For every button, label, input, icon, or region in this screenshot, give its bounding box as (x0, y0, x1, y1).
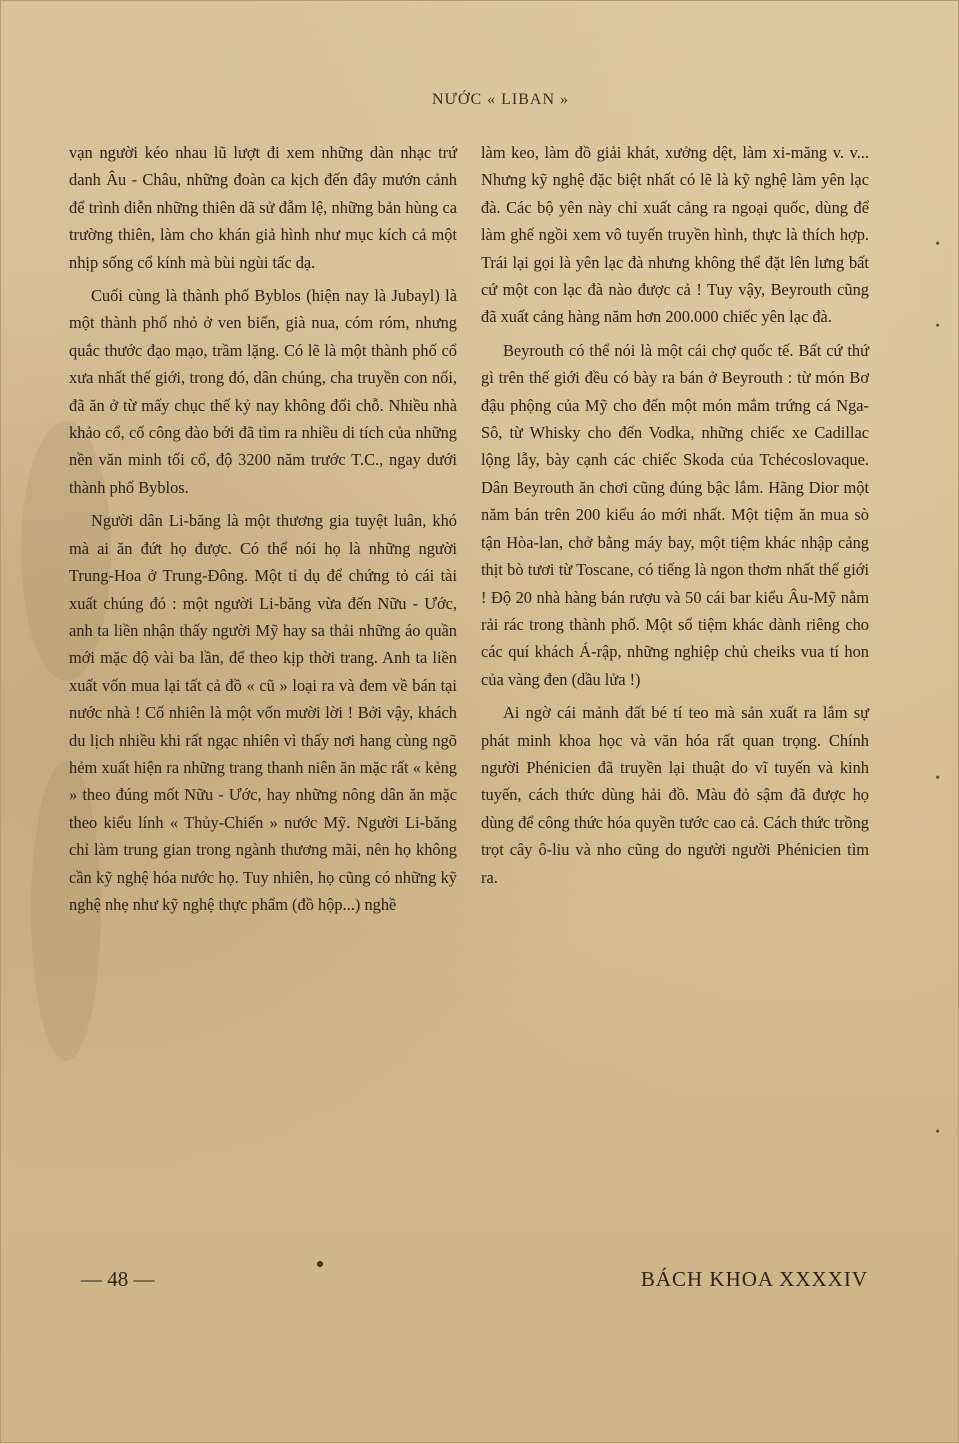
paragraph: Ai ngờ cái mảnh đất bé tí teo mà sản xuất ra lắm sự phát minh khoa học và văn hóa rất quan trọng. Chính người Phénicien đã truyền lại thuật do vĩ tuyến và kinh tuyến, cách thức dùng hải đồ. Màu đỏ sậm đã được họ dùng để công thức hóa quyền tước cao cả. Cách thức trồng trọt cây ô-liu và nho cũng do người người Phénicien tìm ra. (481, 703, 869, 887)
binding-mark-icon: • (935, 319, 940, 334)
paragraph: Người dân Li-băng là một thương gia tuyệt luân, khó mà ai ăn đứt họ được. Có thể nói họ là những người Trung-Hoa ở Trung-Đông. Một tỉ dụ để chứng tỏ cái tài xuất chúng đó : một người Li-băng vừa đến Nữu - Ước, anh ta liền nhận thấy người Mỹ hay sa thải những áo quần mới mặc độ vài ba lần, để theo kịp thời trang. Anh ta liền xuất vốn mua lại tất cả đồ « cũ » loại ra và đem về bán tại nước nhà ! Cố nhiên là một vốn mười lời ! Bởi vậy, khách du lịch nhiều khi rất ngạc nhiên vì thấy nơi hang cùng ngõ hẻm xuất hiện ra những trang thanh niên ăn mặc rất « kẻng » theo đúng mốt Nữu - Ước, hay những nông dân ăn mặc theo kiểu lính « Thủy-Chiến » nước Mỹ. Người Li-băng chỉ làm trung gian trong ngành thương mãi, nên họ không cần kỹ nghệ hóa nước họ. Tuy nhiên, họ cũng có những kỹ nghệ nhẹ như kỹ nghệ thực phẩm (đồ hộp...) nghề (69, 511, 457, 914)
center-dot (317, 1261, 323, 1267)
left-column (69, 139, 457, 924)
right-column (481, 139, 869, 897)
paragraph: Cuối cùng là thành phố Byblos (hiện nay là Jubayl) là một thành phố nhỏ ở ven biển, già nua, cóm róm, nhưng quắc thước đạo mạo, trầm lặng. Có lẽ là một thành phố cổ xưa nhất thế giới, trong đó, dân chúng, cha truyền con nối, đã ăn ở từ mấy chục thế kỷ nay không đổi chỗ. Nhiều nhà khảo cổ, cố công đào bới đã tìm ra nhiều di tích của những nền văn minh tối cổ, độ 3200 năm trước T.C., ngay dưới thành phố Byblos. (69, 286, 457, 497)
paragraph: làm keo, làm đồ giải khát, xưởng dệt, làm xi-măng v. v... Nhưng kỹ nghệ đặc biệt nhất có lẽ là kỹ nghệ làm yên lạc đà. Các bộ yên này chỉ xuất cảng ra ngoại quốc, dùng để làm ghế ngồi xem vô tuyến truyền hình, thực là thích hợp. Trái lại gọi là yên lạc đà nhưng không thể đặt lên lưng bất cứ một con lạc đà nào được cả ! Tuy vậy, Beyrouth cũng đã xuất cảng hàng năm hơn 200.000 chiếc yên lạc đà. (481, 143, 869, 327)
journal-name: BÁCH KHOA XXXXIV (640, 1267, 868, 1291)
binding-edge (908, 1, 958, 1444)
page-number: — 48 — (81, 1267, 155, 1291)
paragraph: vạn người kéo nhau lũ lượt đi xem những dàn nhạc trứ danh Âu - Châu, những đoàn ca kịch đến đây mướn cảnh để trình diễn những thiên dã sử đẫm lệ, những bản hùng ca trường thiên, làm cho khán giả hình như mục kích cả một nhịp sống cổ kính mà bùi ngùi tấc dạ. (69, 143, 457, 272)
binding-mark-icon: • (935, 1125, 940, 1140)
binding-mark-icon: • (935, 237, 940, 252)
binding-mark-icon: • (935, 771, 940, 786)
paragraph: Beyrouth có thể nói là một cái chợ quốc tế. Bất cứ thứ gì trên thế giới đều có bày ra bán ở Beyrouth : từ món Bơ đậu phộng của Mỹ cho đến một món mắm trứng cá Nga-Sô, từ Whisky cho đến Vodka, những chiếc xe Cadillac lộng lẫy, bày cạnh các chiếc Skoda của Tchécoslovaque. Dân Beyrouth ăn chơi cũng đúng bậc lắm. Hãng Dior một năm bán trên 200 kiểu áo mới nhất. Một tiệm ăn mua sò tận Hòa-lan, chở bằng máy bay, một tiệm khác nhập cảng thịt bò tươi từ Toscane, có tiếng là ngon thơm nhất thế giới ! Độ 20 nhà hàng bán rượu và 50 cái bar kiểu Âu-Mỹ nằm rải rác trong thành phố. Một số tiệm khác dành riêng cho các quí khách Á-rập, những nghiệp chủ cheiks vua tí hon của vàng đen (dầu lửa !) (481, 340, 869, 689)
running-title: NƯỚC « LIBAN » (431, 91, 570, 108)
